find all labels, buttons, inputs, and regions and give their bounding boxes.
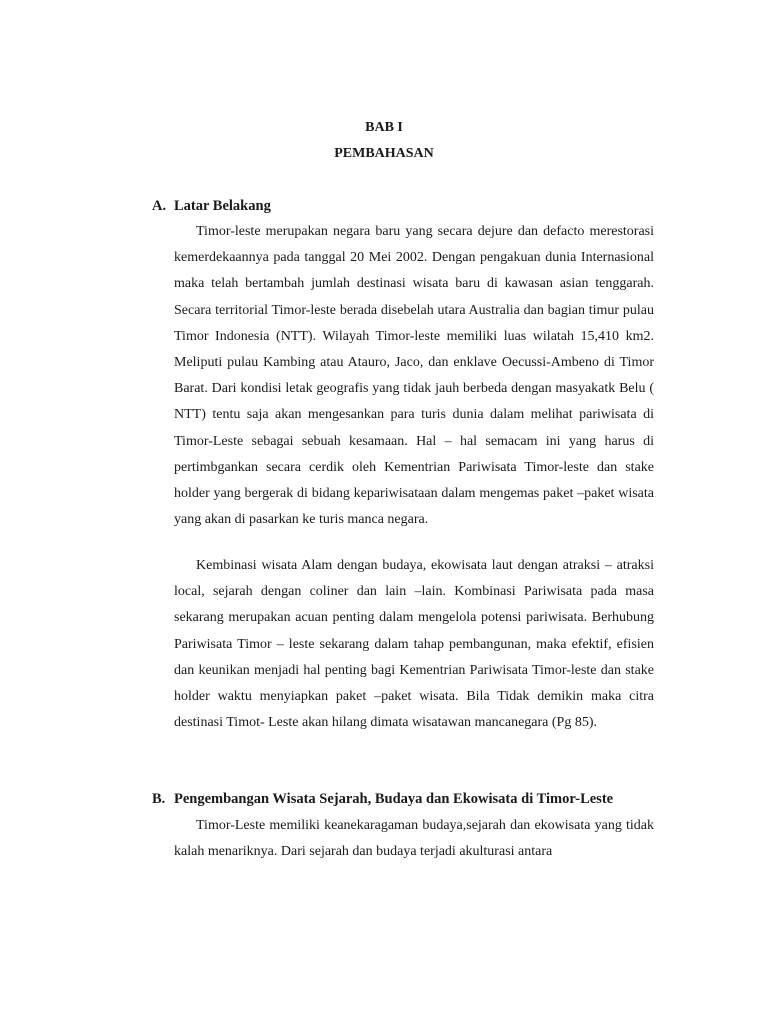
section-heading-b (152, 791, 613, 808)
section-letter-b: B. (152, 791, 166, 807)
chapter-title: PEMBAHASAN (334, 146, 434, 161)
section-heading-a (152, 198, 271, 215)
chapter-label: BAB I (365, 120, 403, 135)
section-title-a: Latar Belakang (174, 198, 271, 214)
section-letter-a: A. (152, 198, 167, 214)
paragraph-latar-belakang-1: Timor-leste merupakan negara baru yang secara dejure dan defacto merestorasi kemerdekaannya pada tanggal 20 Mei 2002. Dengan pengakuan dunia Internasional maka telah bertambah jumlah destinasi wisata baru di kawasan asian tenggarah. Secara territorial Timor-leste berada disebelah utara Australia dan bagian timur pulau Timor Indonesia (NTT). Wilayah Timor-leste memiliki luas wilatah 15,410 km2. Meliputi pulau Kambing atau Atauro, Jaco, dan enklave Oecussi-Ambeno di Timor Barat. Dari kondisi letak geografis yang tidak jauh berbeda dengan masyakatk Belu ( NTT) tentu saja akan mengesankan para turis dunia dalam melihat pariwisata di Timor-Leste sebagai sebuah kesamaan. Hal – hal semacam ini yang harus di pertimbgankan secara cerdik oleh Kementrian Pariwisata Timor-leste dan stake holder yang bergerak di bidang kepariwisataan dalam mengemas paket –paket wisata yang akan di pasarkan ke turis manca negara. (174, 224, 654, 528)
paragraph-pengembangan-1: Timor-Leste memiliki keanekaragaman budaya,sejarah dan ekowisata yang tidak kalah menariknya. Dari sejarah dan budaya terjadi akulturasi antara (174, 818, 654, 860)
section-title-b: Pengembangan Wisata Sejarah, Budaya dan Ekowisata di Timor-Leste (174, 791, 614, 807)
paragraph-latar-belakang-2: Kembinasi wisata Alam dengan budaya, ekowisata laut dengan atraksi – atraksi local, sejarah dengan coliner dan lain –lain. Kombinasi Pariwisata pada masa sekarang merupakan acuan penting dalam mengelola potensi pariwisata. Berhubung Pariwisata Timor – leste sekarang dalam tahap pembangunan, maka efektif, efisien dan keunikan menjadi hal penting bagi Kementrian Pariwisata Timor-leste dan stake holder waktu menyiapkan paket –paket wisata. Bila Tidak demikin maka citra destinasi Timot- Leste akan hilang dimata wisatawan mancanegara (Pg 85). (174, 558, 654, 731)
